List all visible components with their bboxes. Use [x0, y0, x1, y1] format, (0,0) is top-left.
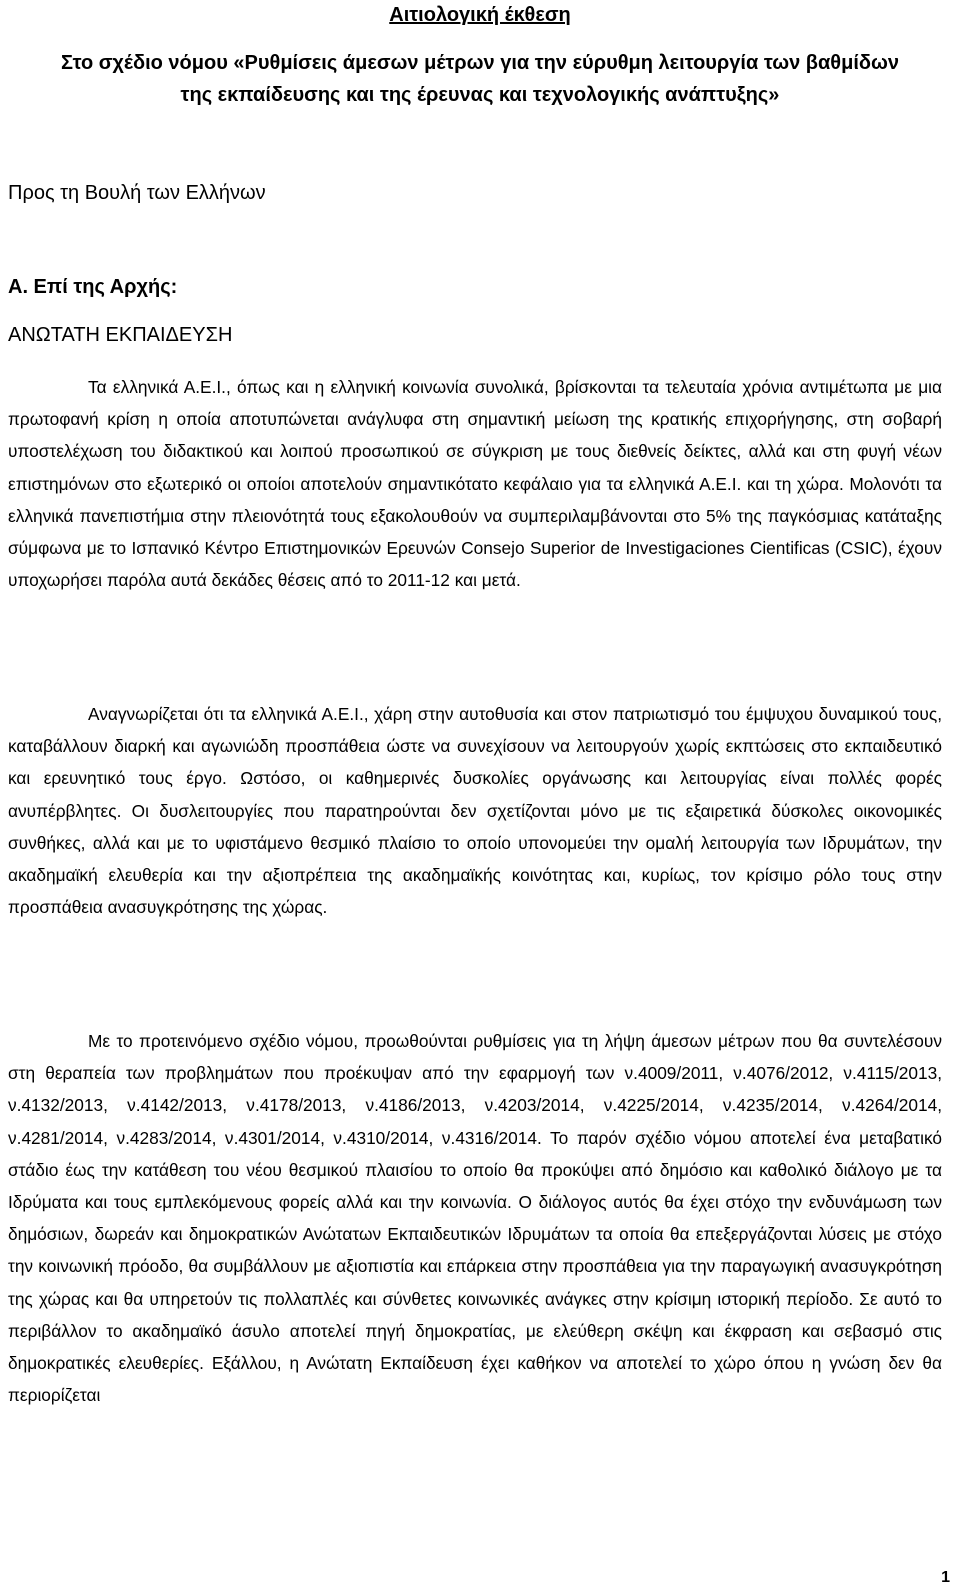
- addressee: Προς τη Βουλή των Ελλήνων: [8, 182, 266, 204]
- subtitle-line-2: της εκπαίδευσης και της έρευνας και τεχνολογικής ανάπτυξης»: [180, 84, 780, 106]
- subtitle-line-1: Στο σχέδιο νόμου «Ρυθμίσεις άμεσων μέτρων για την εύρυθμη λειτουργία των βαθμίδων: [60, 52, 900, 74]
- paragraph-2: Αναγνωρίζεται ότι τα ελληνικά Α.Ε.Ι., χάρη στην αυτοθυσία και στον πατριωτισμό του έμψυχου δυναμικού τους, καταβάλλουν διαρκή και αγωνιώδη προσπάθεια ώστε να συνεχίσουν να λειτουργούν χωρίς εκπτώσεις στο εκπαιδευτικό και ερευνητικό τους έργο. Ωστόσο, οι καθημερινές δυσκολίες οργάνωσης και λειτουργίας είναι πολλές φορές ανυπέρβλητες. Οι δυσλειτουργίες που παρατηρούνται δεν σχετίζονται μόνο με τις εξαιρετικά δύσκολες οικονομικές συνθήκες, αλλά και με το υφιστάμενο θεσμικό πλαίσιο το οποίο υπονομεύει την ομαλή λειτουργία των Ιδρυμάτων, την ακαδημαϊκή ελευθερία και την αξιοπρέπεια της ακαδημαϊκής κοινότητας και, κυρίως, τον κρίσιμο ρόλο τους στην προσπάθεια ανασυγκρότησης της χώρας.: [8, 704, 942, 918]
- paragraph-3: Με το προτεινόμενο σχέδιο νόμου, προωθούνται ρυθμίσεις για τη λήψη άμεσων μέτρων που θα συντελέσουν στη θεραπεία των προβλημάτων που προέκυψαν από την εφαρμογή των ν.4009/2011, ν.4076/2012, ν.4115/2013, ν.4132/2013, ν.4142/2013, ν.4178/2013, ν.4186/2013, ν.4203/2014, ν.4225/2014, ν.4235/2014, ν.4264/2014, ν.4281/2014, ν.4283/2014, ν.4301/2014, ν.4310/2014, ν.4316/2014. Το παρόν σχέδιο νόμου αποτελεί ένα μεταβατικό στάδιο έως την κατάθεση του νέου θεσμικού πλαισίου το οποίο θα προκύψει από δημόσιο και καθολικό διάλογο με τα Ιδρύματα και τους εμπλεκόμενους φορείς αλλά και την κοινωνία. Ο διάλογος αυτός θα έχει στόχο την ενδυνάμωση των δημόσιων, δωρεάν και δημοκρατικών Ανώτατων Εκπαιδευτικών Ιδρυμάτων τα οποία θα επεξεργάζονται λύσεις με στόχο την κοινωνική πρόοδο, θα συμβάλλουν με αξιοπιστία και επάρκεια στην προσπάθεια για την παραγωγική ανασυγκρότηση της χώρας και θα υπηρετούν τις πολλαπλές και σύνθετες κοινωνικές ανάγκες στην κρίσιμη ιστορική περίοδο. Σε αυτό το περιβάλλον το ακαδημαϊκό άσυλο αποτελεί πηγή δημοκρατίας, με ελεύθερη σκέψη και έκφραση και σεβασμό στις δημοκρατικές ελευθερίες. Εξάλλου, η Ανώτατη Εκπαίδευση έχει καθήκον να αποτελεί το χώρο όπου η γνώση δεν θα περιορίζεται: [8, 1031, 942, 1406]
- section-heading: Α. Επί της Αρχής:: [8, 276, 178, 298]
- document-subtitle: [0, 47, 960, 111]
- document-title: Αιτιολογική έκθεση: [389, 4, 571, 26]
- page-number: 1: [941, 1569, 950, 1586]
- paragraph-1: Τα ελληνικά Α.Ε.Ι., όπως και η ελληνική κοινωνία συνολικά, βρίσκονται τα τελευταία χρόνια αντιμέτωπα με μια πρωτοφανή κρίση η οποία αποτυπώνεται ανάγλυφα στη σημαντική μείωση της κρατικής επιχορήγησης, στη σοβαρή υποστελέχωση του διδακτικού και λοιπού προσωπικού σε σύγκριση με τους διεθνείς δείκτες, αλλά και στη φυγή νέων επιστημόνων στο εξωτερικό οι οποίοι αποτελούν σημαντικότατο κεφάλαιο για τα ελληνικά Α.Ε.Ι. και τη χώρα. Μολονότι τα ελληνικά πανεπιστήμια στην πλειονότητά τους εξακολουθούν να συμπεριλαμβάνονται στο 5% της παγκόσμιας κατάταξης σύμφωνα με το Ισπανικό Κέντρο Επιστημονικών Ερευνών Consejo Superior de Investigaciones Cientificas (CSIC), έχουν υποχωρήσει παρόλα αυτά δεκάδες θέσεις από το 2011-12 και μετά.: [8, 377, 942, 591]
- subsection-heading: ΑΝΩΤΑΤΗ ΕΚΠΑΙΔΕΥΣΗ: [8, 324, 233, 346]
